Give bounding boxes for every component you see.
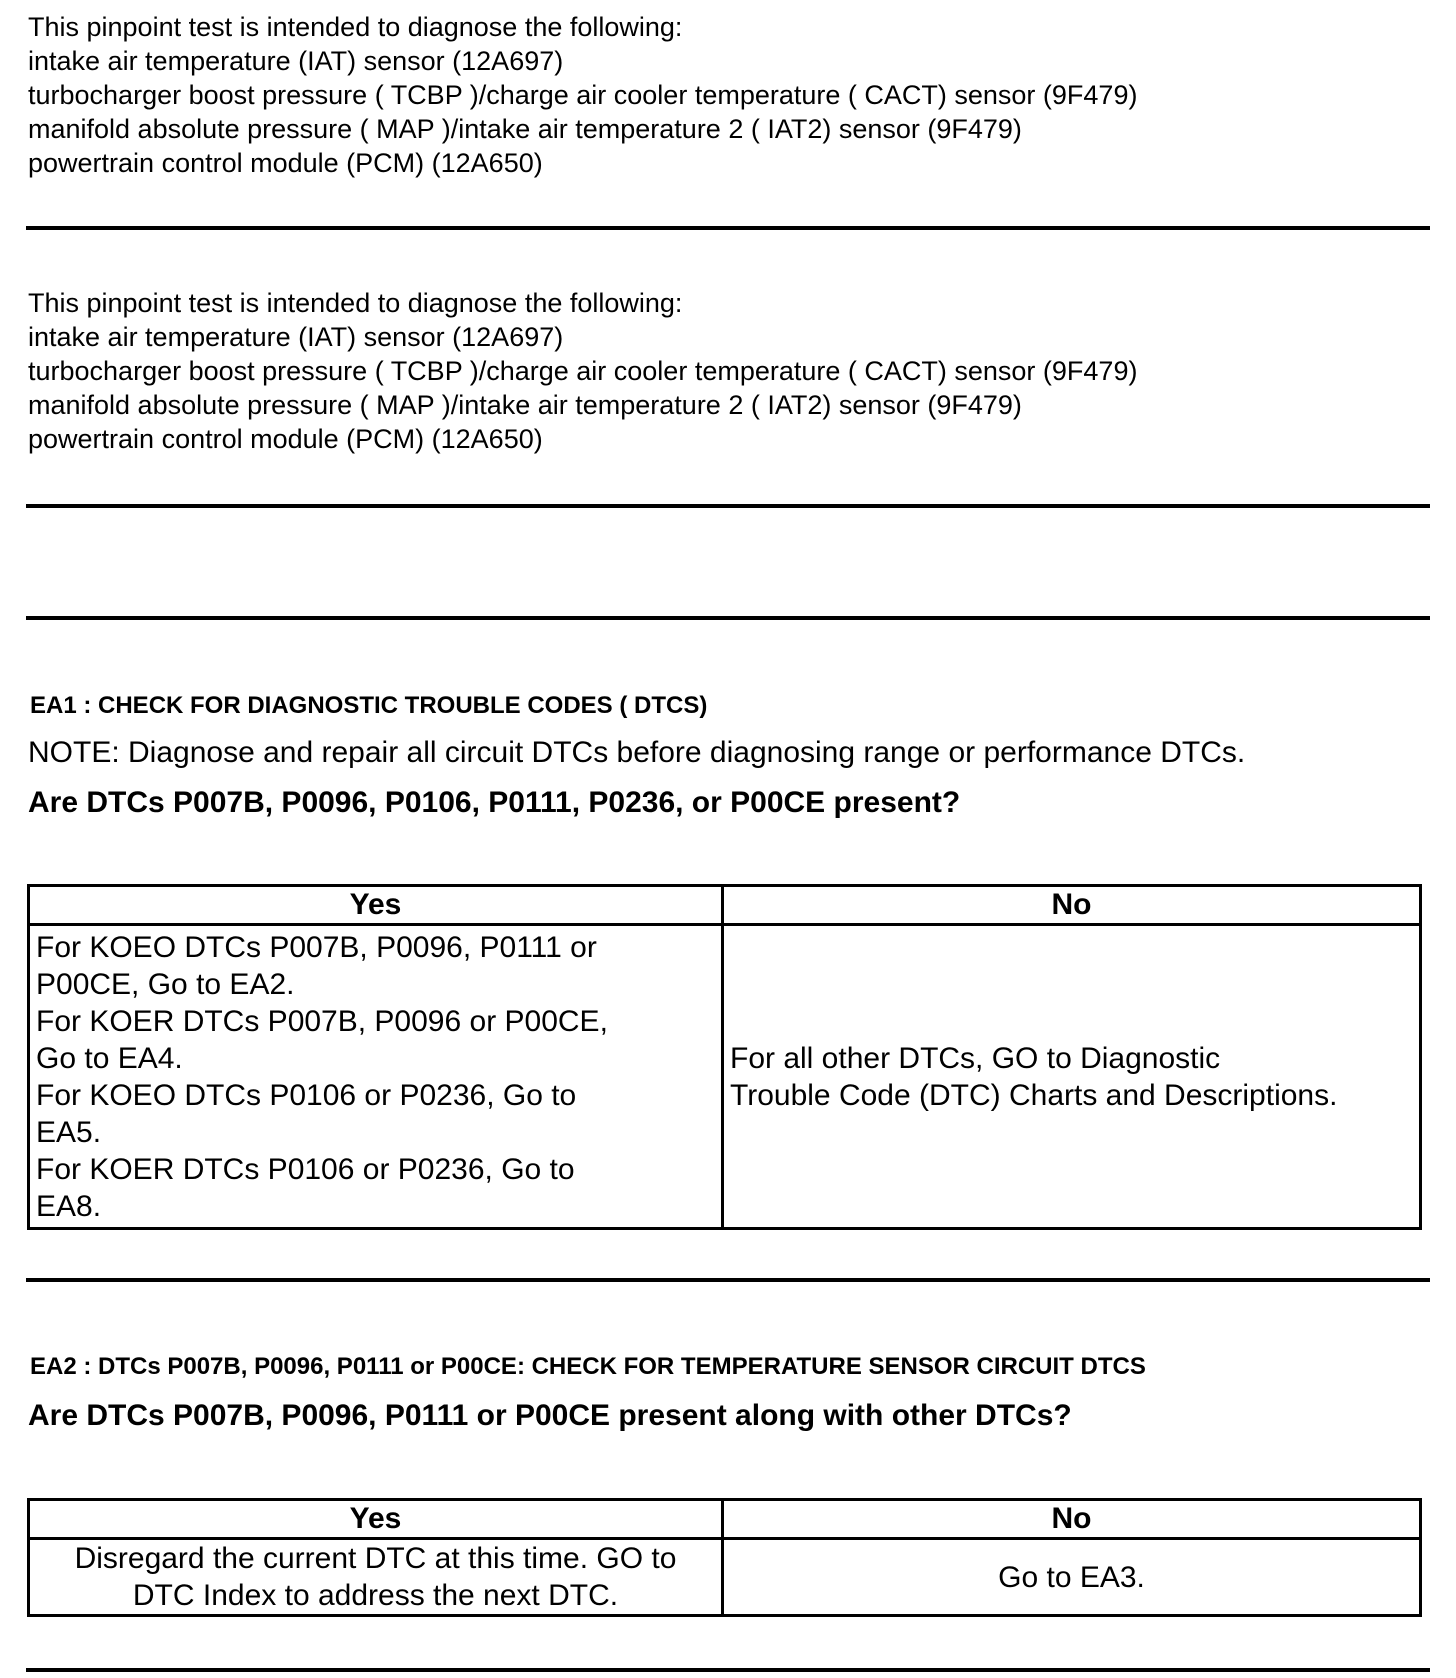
no-line: Trouble Code (DTC) Charts and Descriptions. [730, 1078, 1338, 1112]
section-divider [26, 1278, 1430, 1282]
yes-line: P00CE, Go to EA2. [36, 967, 295, 1001]
yes-header: Yes [29, 1500, 723, 1539]
yes-line: Go to EA4. [36, 1041, 183, 1075]
intro-line: powertrain control module (PCM) (12A650) [28, 148, 543, 178]
yes-line: EA5. [36, 1115, 102, 1149]
no-header: No [723, 886, 1421, 925]
section-divider [26, 616, 1430, 620]
yes-line: For KOER DTCs P0106 or P0236, Go to [36, 1152, 575, 1186]
step-note-ea1: NOTE: Diagnose and repair all circuit DTCs before diagnosing range or performance DTCs. [28, 736, 1246, 769]
step-question-ea1: Are DTCs P007B, P0096, P0106, P0111, P0236, or P00CE present? [28, 786, 961, 819]
yes-cell [29, 1539, 723, 1616]
intro-line: turbocharger boost pressure ( TCBP )/charge air cooler temperature ( CACT) sensor (9F479) [28, 80, 1138, 110]
step-heading-ea2: EA2 : DTCs P007B, P0096, P0111 or P00CE: CHECK FOR TEMPERATURE SENSOR CIRCUIT DTCS [30, 1353, 1146, 1380]
section-divider [26, 504, 1430, 508]
yes-line: For KOER DTCs P007B, P0096 or P00CE, [36, 1004, 608, 1038]
no-line: Go to EA3. [998, 1560, 1145, 1594]
section-divider [26, 226, 1430, 230]
intro-line: turbocharger boost pressure ( TCBP )/charge air cooler temperature ( CACT) sensor (9F479) [28, 356, 1138, 386]
step-heading-ea1: EA1 : CHECK FOR DIAGNOSTIC TROUBLE CODES ( DTCS) [30, 692, 708, 719]
intro-line: This pinpoint test is intended to diagnose the following: [28, 288, 683, 318]
no-cell [723, 925, 1421, 1229]
answer-table-ea2 [27, 1498, 1422, 1617]
intro-line: intake air temperature (IAT) sensor (12A697) [28, 322, 564, 352]
step-question-ea2: Are DTCs P007B, P0096, P0111 or P00CE present along with other DTCs? [28, 1399, 1072, 1432]
yes-line: DTC Index to address the next DTC. [132, 1579, 619, 1612]
section-divider [26, 1668, 1430, 1672]
yes-cell [29, 925, 723, 1229]
intro-block-1 [28, 10, 1137, 180]
yes-line: For KOEO DTCs P0106 or P0236, Go to [36, 1078, 577, 1112]
intro-line: manifold absolute pressure ( MAP )/intake air temperature 2 ( IAT2) sensor (9F479) [28, 114, 1022, 144]
yes-line: EA8. [36, 1189, 102, 1223]
no-header: No [723, 1500, 1421, 1539]
no-cell [723, 1539, 1421, 1616]
intro-line: powertrain control module (PCM) (12A650) [28, 424, 543, 454]
yes-line: Disregard the current DTC at this time. GO to [74, 1542, 677, 1575]
intro-line: This pinpoint test is intended to diagnose the following: [28, 12, 683, 42]
answer-table-ea1 [27, 884, 1422, 1230]
yes-header: Yes [29, 886, 723, 925]
no-line: For all other DTCs, GO to Diagnostic [730, 1041, 1221, 1075]
yes-line: For KOEO DTCs P007B, P0096, P0111 or [36, 930, 597, 964]
intro-line: manifold absolute pressure ( MAP )/intake air temperature 2 ( IAT2) sensor (9F479) [28, 390, 1022, 420]
intro-block-2 [28, 286, 1137, 456]
intro-line: intake air temperature (IAT) sensor (12A697) [28, 46, 564, 76]
